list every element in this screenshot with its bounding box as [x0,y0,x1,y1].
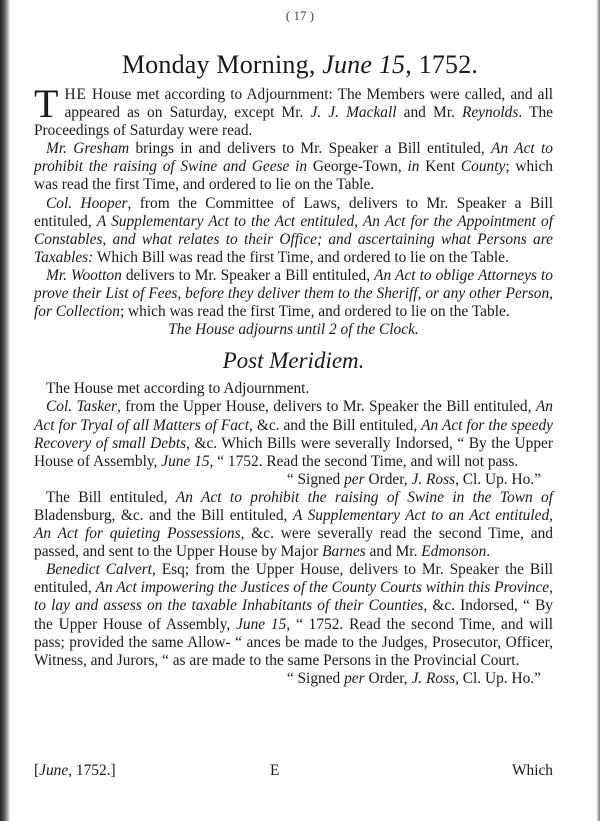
text-run: June [39,762,69,779]
paragraph-afternoon-meet: The House met according to Adjournment. [46,380,310,398]
text-run: , &c. were severally read the second Time, and passed, and sent to the Upper House by Major [34,525,553,561]
paragraph-gresham-bill [34,140,553,194]
journal-body [34,81,554,688]
text-run: House met according to Adjournment: The Members were called, and all appeared as on Saturday, except Mr. [64,86,553,122]
text-run: brings in and delivers to Mr. Speaker a Bill entituled, [129,140,492,158]
text-run: , Cl. Up. Ho.” [455,470,541,488]
bill-title: A Supplementary Act to an Act entituled, An Act for quieting Possessions [34,506,553,543]
text-run: Order, [364,470,412,488]
bill-title: An Act impowering the Justices of the County Courts within this Province, to lay and assess on the taxable Inhabitants of their Counties [34,579,553,615]
text-run: and Mr. [396,104,462,122]
heading-year: , 1752. [405,50,479,79]
paragraph-bladensburg-bill [34,489,553,561]
member-name: Reynolds [461,104,519,122]
text-run: Bladensburg, &c. and the Bill entituled, [34,506,293,524]
adjournment-line: The House adjourns until 2 of the Clock. [168,321,419,339]
text-run: , &c. Which Bills were severally Indorsed, “ By the Upper House of Assembly, [34,434,554,470]
text-run: , “ 1752. Read the second Time, and will not pass. [209,452,519,470]
text-run: , “ 1752. Read the second Time, and will pass; provided the same Allow- “ ances be made to the Judges, Prosecutor, Officer, Witness, and Jurors, “ as are made to the same Persons in the Provincial Court. [34,615,553,669]
text-run: per [344,470,365,488]
text-run: . [486,543,491,561]
text-run: Order, [364,669,412,687]
catchword: Which [511,762,553,779]
text-run: “ Signed [286,470,345,488]
bill-title: A Supplementary Act to the Act entituled, An Act for the Appointment of Constables, and what relates to their Office; and ascertaining what Persons are Taxables: [34,212,553,266]
text-run: George-Town, [307,158,408,176]
heading-date: June 15 [322,50,406,79]
member-name: Mr. Wootton [46,266,122,284]
clerk-name: J. Ross [411,470,456,488]
paragraph-adjournment [34,81,553,140]
text-run: per [344,669,365,687]
paragraph-calvert-bill [34,561,553,670]
text-run: , Cl. Up. Ho.” [455,669,541,687]
page-number: ( 17 ) [285,8,315,23]
text-run: , &c. Indorsed, “ By the Upper House of Assembly, [34,597,553,633]
page-footer [34,762,553,782]
clerk-name: J. Ross [411,669,456,687]
text-run: , from the Committee of Laws, delivers to Mr. Speaker a Bill entituled, [34,194,553,230]
member-name: Mr. Gresham [46,140,130,158]
text-run: , from the Upper House, delivers to Mr. Speaker the Bill entituled, [117,398,536,416]
indorsement-date: June 15 [236,615,287,633]
text-run: , &c. and the Bill entituled, [249,416,422,434]
scan-edge-right [596,0,600,821]
text-run: [ [34,762,40,779]
member-name: Benedict Calvert [46,561,152,579]
paragraph-wootton-bill [34,267,553,321]
signature-line [34,471,553,489]
paragraph-hooper-bill [34,195,553,267]
indorsement-date: June 15 [161,452,210,470]
member-name: Col. Hooper [46,194,128,212]
text-run: ; which was read the first Time, and ordered to lie on the Table. [119,303,510,321]
heading-prefix: Monday Morning, [121,50,316,79]
member-name: Edmonson [421,543,487,561]
text-run: The Bill entituled, [46,488,176,506]
member-name: Barnes [322,543,366,561]
bill-title: An Act to oblige Attorneys to prove their List of Fees, before they deliver them to the Sheriff, or any other Person, for Collection [34,266,553,321]
page-heading [0,50,600,80]
text-run: , Esq; from the Upper House, delivers to Mr. Speaker the Bill entituled, [34,561,553,597]
text-run: and Mr. [365,543,422,561]
text-run: ; which was read the first Time, and ordered to lie on the Table. [34,158,553,194]
scan-edge-left [0,0,10,821]
text-run: Which Bill was read the first Time, and ordered to lie on the Table. [93,248,509,266]
bill-title: An Act to prohibit the raising of Swine and Geese in [34,140,553,176]
bill-title: An Act for the speedy Recovery of small Debts [34,416,553,452]
text-run: Kent [419,158,461,176]
member-name: Col. Tasker [46,398,117,416]
bill-title: An Act for Tryal of all Matters of Fact [34,398,553,434]
text-run: “ Signed [286,669,345,687]
member-name: J. J. Mackall [310,104,397,122]
drop-cap: T [34,81,59,126]
lead-word: HE [64,86,87,103]
text-run: delivers to Mr. Speaker a Bill entituled, [121,266,375,284]
signature-mark: E [270,762,280,779]
text-run: County [460,158,506,176]
footer-catchline [34,762,116,780]
text-run: , 1752.] [68,762,116,779]
section-title: Post Meridiem. [222,348,365,374]
text-run: in [407,158,420,176]
paragraph-tasker-bills [34,398,553,470]
text-run: . The Proceedings of Saturday were read. [34,104,553,140]
bill-title: An Act to prohibit the raising of Swine in the Town of [175,488,554,506]
signature-line [34,670,553,688]
